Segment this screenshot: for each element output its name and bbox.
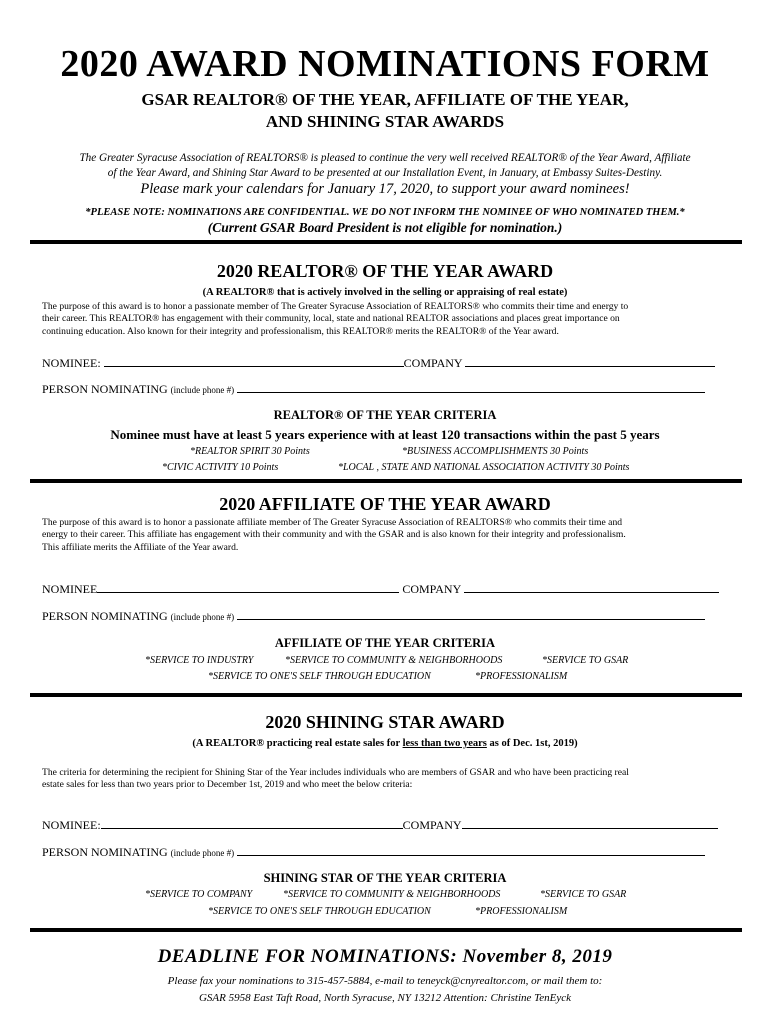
- shining-purpose-text: [42, 767, 742, 792]
- shining-purpose-line-1: The criteria for determining the recipient for Shining Star of the Year includes individuals who are members of GSAR and who have been practicing real: [42, 767, 629, 778]
- realtor-nominee-field[interactable]: [104, 354, 404, 367]
- deadline-text: DEADLINE FOR NOMINATIONS: November 8, 2019: [157, 946, 613, 967]
- company-label: COMPANY: [402, 818, 462, 832]
- realtor-criteria-title: REALTOR® OF THE YEAR CRITERIA: [273, 408, 497, 422]
- contact-line-1: Please fax your nominations to 315-457-5884, e-mail to teneyck@cnyrealtor.com, or mail them to:: [167, 975, 603, 987]
- form-subtitle-line2: AND SHINING STAR AWARDS: [265, 112, 505, 131]
- shining-nominee-row: [42, 816, 718, 833]
- criteria-item: *REALTOR SPIRIT 30 Points: [190, 446, 310, 457]
- criteria-item: *SERVICE TO COMPANY: [145, 889, 253, 900]
- affiliate-purpose-line-3: This affiliate merits the Affiliate of the Year award.: [42, 541, 239, 553]
- intro-line-1: The Greater Syracuse Association of REALTORS® is pleased to continue the very well received REALTOR® of the Year Award, Affiliate: [79, 152, 691, 164]
- realtor-purpose-line-1: The purpose of this award is to honor a passionate member of The Greater Syracuse Association of REALTORS® who commits their time and energy to: [42, 301, 629, 312]
- intro-text: [40, 151, 730, 181]
- shining-star-award-subtitle: [0, 738, 770, 749]
- criteria-item: *PROFESSIONALISM: [475, 906, 568, 917]
- criteria-item: *SERVICE TO GSAR: [540, 889, 627, 900]
- shining-company-field[interactable]: [462, 816, 718, 829]
- section-divider: [30, 928, 742, 932]
- criteria-item: *SERVICE TO COMMUNITY & NEIGHBORHOODS: [285, 655, 503, 666]
- affiliate-person-nominating-field[interactable]: [237, 607, 705, 620]
- person-nominating-label: PERSON NOMINATING: [42, 609, 168, 623]
- nominee-label: NOMINEE:: [42, 818, 101, 832]
- realtor-company-field[interactable]: [465, 354, 715, 367]
- nominee-label: NOMINEE:: [42, 356, 101, 370]
- realtor-award-title: 2020 REALTOR® OF THE YEAR AWARD: [216, 261, 554, 281]
- realtor-nominee-row: [42, 354, 715, 371]
- shining-person-row: [42, 843, 705, 860]
- form-title: 2020 AWARD NOMINATIONS FORM: [60, 43, 710, 85]
- intro-line-2: of the Year Award, and Shining Star Award to be presented at our Installation Event, in January, at Embassy Suites-Destiny.: [107, 167, 663, 179]
- phone-hint: (include phone #): [170, 612, 235, 622]
- section-divider: [30, 240, 742, 244]
- affiliate-person-row: [42, 607, 705, 624]
- company-label: COMPANY: [402, 582, 461, 596]
- phone-hint: (include phone #): [170, 385, 235, 395]
- shining-star-award-title: 2020 SHINING STAR AWARD: [265, 712, 505, 732]
- realtor-purpose-text: [42, 301, 742, 338]
- nominee-label: NOMINEE: [42, 582, 98, 596]
- criteria-item: *BUSINESS ACCOMPLISHMENTS 30 Points: [402, 446, 589, 457]
- realtor-award-subtitle: (A REALTOR® that is actively involved in the selling or appraising of real estate): [202, 287, 568, 298]
- person-nominating-label: PERSON NOMINATING: [42, 845, 168, 859]
- shining-subtitle-post: as of Dec. 1st, 2019): [489, 738, 578, 749]
- affiliate-company-field[interactable]: [464, 580, 719, 593]
- shining-subtitle-pre: (A REALTOR® practicing real estate sales for: [192, 738, 400, 749]
- realtor-purpose-line-2: their career. This REALTOR® has engagement with their community, local, state and national REALTOR associations and places great importance on: [42, 313, 620, 325]
- criteria-item: *PROFESSIONALISM: [475, 671, 568, 682]
- affiliate-nominee-field[interactable]: [97, 580, 399, 593]
- shining-subtitle-underlined: less than two years: [402, 738, 487, 749]
- shining-criteria-title: SHINING STAR OF THE YEAR CRITERIA: [263, 871, 507, 885]
- confidential-note: *PLEASE NOTE: NOMINATIONS ARE CONFIDENTIAL. WE DO NOT INFORM THE NOMINEE OF WHO NOMINATED THEM.*: [85, 207, 685, 218]
- criteria-item: *SERVICE TO INDUSTRY: [145, 655, 254, 666]
- realtor-person-row: [42, 380, 705, 397]
- person-nominating-label: PERSON NOMINATING: [42, 382, 168, 396]
- shining-nominee-field[interactable]: [101, 816, 403, 829]
- contact-line-2: GSAR 5958 East Taft Road, North Syracuse, NY 13212 Attention: Christine TenEyck: [198, 992, 572, 1004]
- phone-hint: (include phone #): [170, 848, 235, 858]
- criteria-item: *LOCAL , STATE AND NATIONAL ASSOCIATION ACTIVITY 30 Points: [338, 462, 630, 473]
- affiliate-purpose-text: [42, 517, 742, 554]
- realtor-person-nominating-field[interactable]: [237, 380, 705, 393]
- criteria-item: *SERVICE TO COMMUNITY & NEIGHBORHOODS: [283, 889, 501, 900]
- realtor-criteria-requirement: Nominee must have at least 5 years experience with at least 120 transactions within the past 5 years: [110, 427, 660, 442]
- shining-purpose-line-2: estate sales for less than two years prior to December 1st, 2019 and who meet the below criteria:: [42, 779, 413, 791]
- section-divider: [30, 479, 742, 483]
- mark-calendar-text: Please mark your calendars for January 17, 2020, to support your award nominees!: [140, 181, 630, 197]
- realtor-purpose-line-3: continuing education. Also known for their integrity and professionalism, this REALTOR® merits the REALTOR® of the Year award.: [42, 325, 559, 337]
- criteria-item: *SERVICE TO GSAR: [542, 655, 629, 666]
- affiliate-purpose-line-1: The purpose of this award is to honor a passionate affiliate member of The Greater Syracuse Association of REALTORS® who commits their time and: [42, 517, 623, 528]
- criteria-item: *SERVICE TO ONE'S SELF THROUGH EDUCATION: [208, 671, 431, 682]
- affiliate-nominee-row: [42, 580, 719, 597]
- affiliate-purpose-line-2: energy to their career. This affiliate has engagement with their community and with the GSAR and is also known for their integrity and professionalism.: [42, 529, 626, 541]
- criteria-item: *SERVICE TO ONE'S SELF THROUGH EDUCATION: [208, 906, 431, 917]
- shining-person-nominating-field[interactable]: [237, 843, 705, 856]
- company-label: COMPANY: [403, 356, 463, 370]
- criteria-item: *CIVIC ACTIVITY 10 Points: [162, 462, 279, 473]
- affiliate-criteria-title: AFFILIATE OF THE YEAR CRITERIA: [274, 636, 496, 650]
- form-subtitle-line1: GSAR REALTOR® OF THE YEAR, AFFILIATE OF THE YEAR,: [141, 90, 629, 109]
- board-president-note: (Current GSAR Board President is not eligible for nomination.): [207, 220, 563, 235]
- section-divider: [30, 693, 742, 697]
- affiliate-award-title: 2020 AFFILIATE OF THE YEAR AWARD: [219, 494, 551, 514]
